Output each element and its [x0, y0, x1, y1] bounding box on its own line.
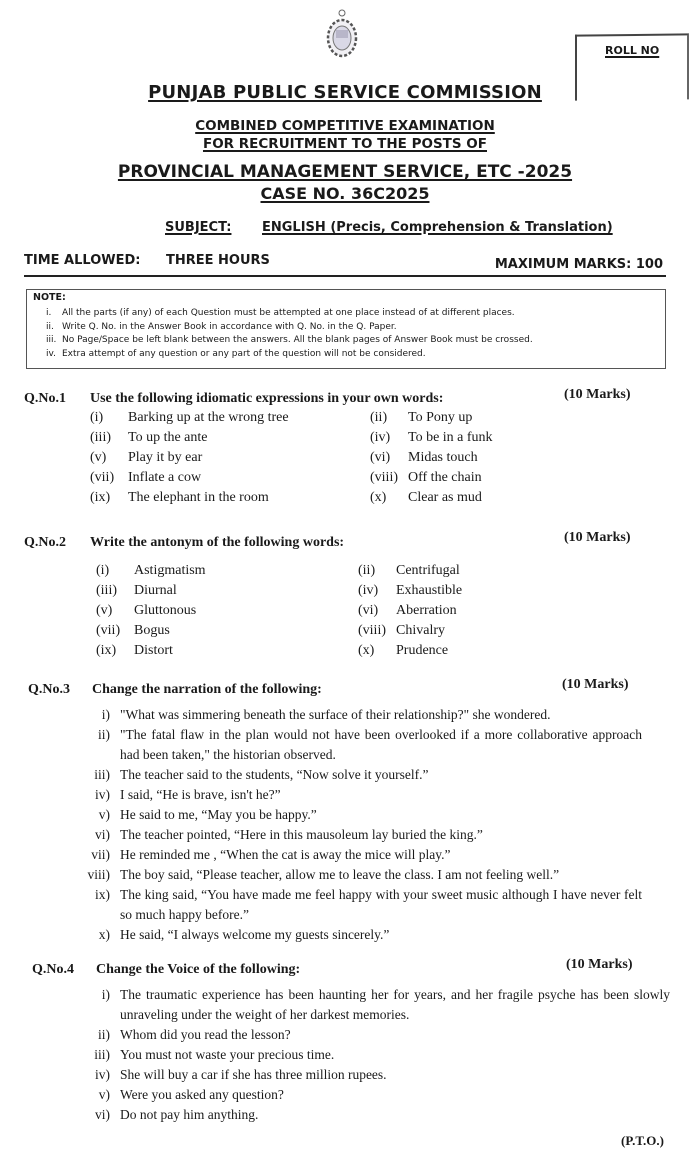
- question-marks: (10 Marks): [564, 530, 631, 545]
- list-item: (v) Play it by ear: [90, 450, 203, 465]
- list-item: ix) The king said, “You have made me feel happy with your sweet music although I have never felt so much happy before.”: [95, 887, 642, 922]
- list-item: (ix) The elephant in the room: [90, 490, 269, 505]
- question-number: Q.No.3: [28, 682, 70, 697]
- question-title: Use the following idiomatic expressions in your own words:: [90, 391, 444, 406]
- list-item: (iv) Exhaustible: [358, 583, 463, 598]
- list-item: ii) Whom did you read the lesson?: [98, 1027, 291, 1042]
- question-marks: (10 Marks): [564, 387, 631, 402]
- time-allowed-value: THREE HOURS: [166, 253, 270, 268]
- question-1-items: [90, 408, 650, 508]
- question-2-items: [96, 561, 620, 661]
- question-marks: (10 Marks): [566, 957, 633, 972]
- list-item: (viii) Off the chain: [370, 470, 482, 485]
- note-item: iii. No Page/Space be left blank between the answers. All the blank pages of Answer Book must be crossed.: [46, 335, 533, 345]
- note-title: NOTE:: [33, 292, 66, 303]
- exam-title-line1: COMBINED COMPETITIVE EXAMINATION: [195, 118, 495, 134]
- subject-value: ENGLISH (Precis, Comprehension & Translation): [262, 220, 613, 235]
- question-number: Q.No.2: [24, 535, 66, 550]
- list-item: x) He said, “I always welcome my guests sincerely.”: [98, 927, 390, 942]
- header-divider: [24, 275, 666, 277]
- service-title: PROVINCIAL MANAGEMENT SERVICE, ETC -2025: [117, 162, 573, 182]
- subject-label: SUBJECT:: [165, 220, 232, 235]
- question-title: Change the Voice of the following:: [96, 962, 301, 977]
- list-item: vii) He reminded me , “When the cat is away the mice will play.”: [91, 847, 451, 862]
- ppsc-emblem-icon: [324, 8, 360, 60]
- list-item: (i) Astigmatism: [96, 563, 206, 578]
- question-4: [32, 960, 300, 978]
- question-3: [28, 680, 322, 698]
- note-item: ii. Write Q. No. in the Answer Book in accordance with Q. No. in the Q. Paper.: [46, 321, 397, 332]
- question-3-items: [76, 705, 642, 945]
- list-item: (vii) Inflate a cow: [90, 470, 202, 485]
- list-item: (ii) To Pony up: [370, 410, 473, 425]
- list-item: (vii) Bogus: [96, 623, 170, 638]
- question-number: Q.No.1: [24, 391, 66, 406]
- question-marks: (10 Marks): [562, 677, 629, 692]
- list-item: iv) I said, “He is brave, isn't he?”: [95, 787, 281, 802]
- list-item: (iv) To be in a funk: [370, 430, 493, 445]
- exam-title-line2: FOR RECRUITMENT TO THE POSTS OF: [202, 136, 487, 152]
- list-item: v) He said to me, “May you be happy.”: [98, 807, 317, 822]
- case-number: CASE NO. 36C2025: [260, 184, 430, 203]
- commission-title: PUNJAB PUBLIC SERVICE COMMISSION: [148, 82, 542, 103]
- list-item: viii) The boy said, “Please teacher, allow me to leave the class. I am not feeling well.”: [87, 867, 560, 882]
- list-item: iv) She will buy a car if she has three million rupees.: [95, 1067, 387, 1082]
- question-4-items: [76, 985, 670, 1125]
- list-item: iii) You must not waste your precious time.: [94, 1047, 335, 1062]
- list-item: vi) The teacher pointed, “Here in this mausoleum lay buried the king.”: [95, 827, 483, 842]
- list-item: (vi) Midas touch: [370, 450, 478, 465]
- list-item: i) The traumatic experience has been haunting her for years, and her fragile psyche has been slowly unraveling under the weight of her darkest memories.: [101, 987, 670, 1022]
- question-2: [24, 533, 344, 551]
- question-title: Change the narration of the following:: [92, 682, 322, 697]
- list-item: (i) Barking up at the wrong tree: [90, 410, 289, 425]
- list-item: (x) Clear as mud: [370, 490, 482, 505]
- list-item: ii) "The fatal flaw in the plan would not have been overlooked if a more collaborative approach had been taken," the historian observed.: [98, 727, 642, 762]
- list-item: iii) The teacher said to the students, “Now solve it yourself.”: [94, 767, 429, 782]
- time-allowed-label: TIME ALLOWED:: [24, 253, 141, 268]
- list-item: v) Were you asked any question?: [98, 1087, 284, 1102]
- list-item: (iii) To up the ante: [90, 430, 208, 445]
- maximum-marks: MAXIMUM MARKS: 100: [494, 257, 663, 272]
- list-item: (iii) Diurnal: [96, 583, 177, 598]
- question-number: Q.No.4: [32, 962, 74, 977]
- list-item: (x) Prudence: [358, 643, 449, 658]
- roll-number-label: ROLL NO: [605, 44, 660, 57]
- note-item: i. All the parts (if any) of each Question must be attempted at one place instead of at different places.: [46, 308, 515, 318]
- list-item: (ii) Centrifugal: [358, 563, 460, 578]
- list-item: (viii) Chivalry: [358, 623, 445, 638]
- list-item: (vi) Aberration: [358, 603, 457, 618]
- please-turn-over: (P.T.O.): [621, 1133, 664, 1148]
- list-item: vi) Do not pay him anything.: [95, 1107, 259, 1122]
- list-item: i) "What was simmering beneath the surface of their relationship?" she wondered.: [101, 707, 551, 722]
- list-item: (ix) Distort: [96, 643, 173, 658]
- note-list: [46, 307, 533, 361]
- question-1: [24, 389, 443, 407]
- note-item: iv. Extra attempt of any question or any part of the question will not be considered.: [46, 348, 426, 359]
- list-item: (v) Gluttonous: [96, 603, 197, 618]
- question-title: Write the antonym of the following words:: [90, 535, 345, 550]
